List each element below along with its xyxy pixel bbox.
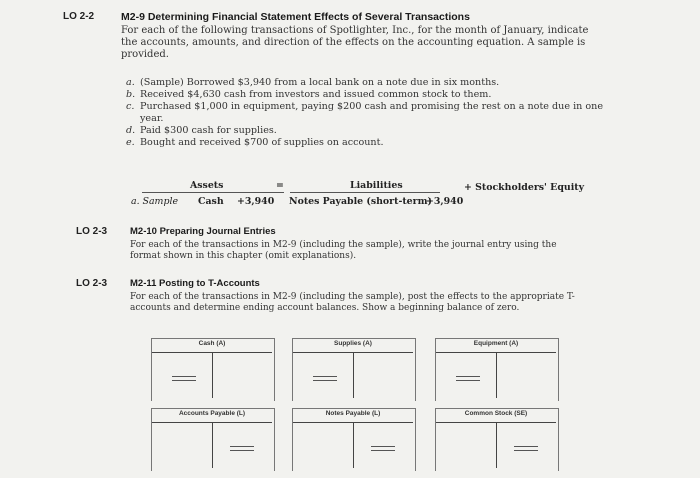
t-account-name: Cash (A) <box>198 340 226 347</box>
transaction-letter: e. <box>126 137 135 148</box>
transaction-letter: c. <box>126 101 135 112</box>
transaction-text: year. <box>140 113 164 124</box>
t-account-notes-payable <box>293 408 413 468</box>
exercise-text-m2-10: For each of the transactions in M2-9 (including the sample), write the journal entry using the format shown in this chapter (omit explanations). <box>130 240 557 261</box>
t-account-name: Accounts Payable (L) <box>178 410 246 417</box>
t-account-divider <box>496 352 497 398</box>
transaction-text: Bought and received $700 of supplies on account. <box>140 137 384 148</box>
equation-notes-label: Notes Payable (short-term) <box>289 196 432 207</box>
exercise-title-m2-11: M2-11 Posting to T-Accounts <box>130 278 260 289</box>
lo-label-m2-9: LO 2-2 <box>63 11 95 22</box>
t-account-name: Supplies (A) <box>334 340 372 347</box>
transaction-letter: b. <box>126 89 136 100</box>
t-account-balance-line <box>514 446 538 451</box>
equation-underline-liabilities <box>290 192 440 193</box>
t-account-accounts-payable <box>152 408 272 468</box>
exercise-title-m2-10: M2-10 Preparing Journal Entries <box>130 226 276 237</box>
t-account-balance-line <box>313 376 337 381</box>
t-account-name: Equipment (A) <box>473 340 519 347</box>
t-account-name: Common Stock (SE) <box>464 410 528 417</box>
exercise-intro-m2-9: For each of the following transactions of Spotlighter, Inc., for the month of January, indicate the accounts, amounts, and direction of the effects on the accounting equation. A sample is provided. <box>121 25 589 60</box>
t-account-cash <box>152 338 272 398</box>
exercise-title-m2-9: M2-9 Determining Financial Statement Effects of Several Transactions <box>121 11 470 23</box>
equation-notes-amount: +3,940 <box>426 196 464 207</box>
equation-assets-header: Assets <box>190 180 224 191</box>
equation-liabilities-header: Liabilities <box>350 180 403 191</box>
equation-cash-amount: +3,940 <box>237 196 275 207</box>
transaction-text: Received $4,630 cash from investors and issued common stock to them. <box>140 89 492 100</box>
t-account-balance-line <box>230 446 254 451</box>
t-account-divider <box>212 352 213 398</box>
transaction-letter: d. <box>126 125 136 136</box>
transaction-text: (Sample) Borrowed $3,940 from a local bank on a note due in six months. <box>140 77 500 88</box>
equation-equals: = <box>276 180 284 191</box>
lo-label-m2-10: LO 2-3 <box>76 226 108 237</box>
lo-label-m2-11: LO 2-3 <box>76 278 108 289</box>
t-account-balance-line <box>456 376 480 381</box>
t-account-divider <box>353 422 354 468</box>
t-account-equipment <box>436 338 556 398</box>
t-account-divider <box>496 422 497 468</box>
t-account-balance-line <box>371 446 395 451</box>
equation-cash-label: Cash <box>198 196 224 207</box>
transaction-text: Paid $300 cash for supplies. <box>140 125 277 136</box>
exercise-text-m2-11: For each of the transactions in M2-9 (including the sample), post the effects to the appropriate T-accounts and determine ending account balances. Show a beginning balance of zero. <box>130 292 575 313</box>
t-account-supplies <box>293 338 413 398</box>
equation-equity-header: + Stockholders' Equity <box>464 182 585 193</box>
t-account-common-stock <box>436 408 556 468</box>
equation-sample-label: a. Sample <box>131 196 178 207</box>
t-account-divider <box>212 422 213 468</box>
t-account-divider <box>353 352 354 398</box>
transaction-letter: a. <box>126 77 135 88</box>
transaction-text: Purchased $1,000 in equipment, paying $200 cash and promising the rest on a note due in one <box>140 101 604 112</box>
t-account-name: Notes Payable (L) <box>325 410 381 417</box>
t-account-balance-line <box>172 376 196 381</box>
equation-underline-assets <box>142 192 284 193</box>
